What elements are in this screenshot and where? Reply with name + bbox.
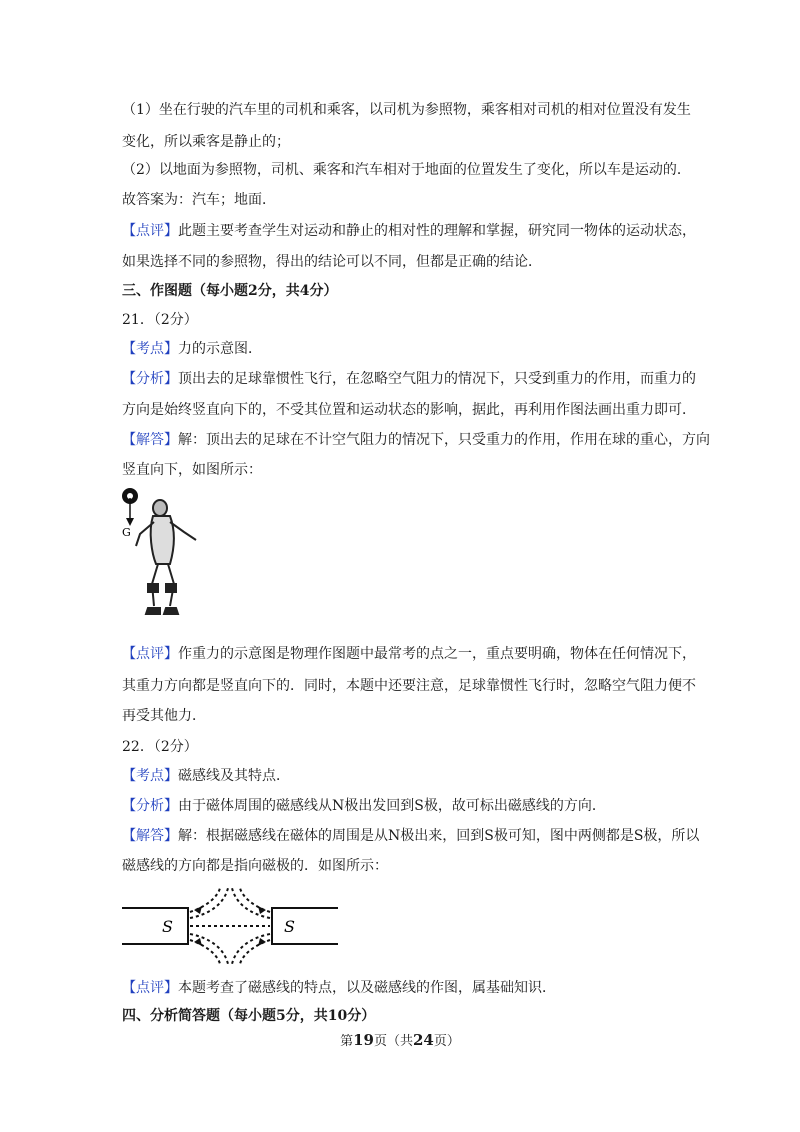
right-magnet-icon [272, 908, 338, 944]
knowledge-point-text: 磁感线及其特点． [178, 768, 290, 784]
comment-line [122, 644, 696, 664]
analysis-tag: 【分析】 [122, 371, 178, 387]
knowledge-point-text: 力的示意图． [178, 341, 262, 357]
field-lines-icon [190, 888, 270, 964]
total-pages: 24 [413, 1031, 434, 1049]
comment-text: 作重力的示意图是物理作图题中最常考的点之一，重点要明确，物体在任何情况下， [178, 646, 696, 662]
magnetic-field-figure [120, 886, 340, 966]
left-magnet-icon [122, 908, 188, 944]
gravity-arrow-head-icon [126, 518, 134, 526]
text-line: 磁感线的方向都是指向磁极的．如图所示： [122, 858, 388, 874]
gravity-label: G [122, 526, 131, 539]
answer-text: 解：顶出去的足球在不计空气阻力的情况下，只受重力的作用，作用在球的重心，方向 [178, 432, 710, 448]
knowledge-point-line [122, 339, 262, 359]
magnet-diagram [120, 886, 340, 966]
comment-tag: 【点评】 [122, 646, 178, 662]
text-line: 竖直向下，如图所示： [122, 462, 262, 478]
question-number: 22．（2分） [122, 739, 198, 755]
analysis-line [122, 796, 606, 816]
knowledge-point-line [122, 766, 290, 786]
comment-text: 本题考查了磁感线的特点，以及磁感线的作图，属基础知识． [178, 980, 556, 996]
section-heading: 四、分析简答题（每小题5分，共10分） [122, 1008, 376, 1024]
text-line: 变化，所以乘客是静止的； [122, 134, 290, 150]
text-line: 其重力方向都是竖直向下的．同时，本题中还要注意，足球靠惯性飞行时，忽略空气阻力便不 [122, 678, 696, 694]
analysis-tag: 【分析】 [122, 798, 178, 814]
footer-prefix: 第 [340, 1034, 354, 1049]
answer-line [122, 430, 710, 450]
gravity-diagram [118, 484, 218, 622]
text-line: 故答案为：汽车；地面． [122, 192, 276, 208]
text-line: 如果选择不同的参照物，得出的结论可以不同，但都是正确的结论． [122, 254, 542, 270]
comment-tag: 【点评】 [122, 980, 178, 996]
question-number: 21．（2分） [122, 312, 198, 328]
page-number: 19 [353, 1031, 374, 1049]
right-pole-label: S [284, 917, 295, 936]
analysis-text: 顶出去的足球靠惯性飞行，在忽略空气阻力的情况下，只受到重力的作用，而重力的 [178, 371, 696, 387]
left-pole-label: S [162, 917, 173, 936]
footer-mid: 页（共 [373, 1034, 413, 1049]
soccer-player-gravity-figure [118, 484, 218, 622]
comment-line [122, 221, 696, 241]
answer-tag: 【解答】 [122, 828, 178, 844]
comment-text: 此题主要考查学生对运动和静止的相对性的理解和掌握，研究同一物体的运动状态， [178, 223, 696, 239]
page-footer [0, 1030, 800, 1049]
text-line: 方向是始终竖直向下的，不受其位置和运动状态的影响，据此，再利用作图法画出重力即可． [122, 402, 696, 418]
comment-line [122, 978, 556, 998]
answer-tag: 【解答】 [122, 432, 178, 448]
text-line: （1）坐在行驶的汽车里的司机和乘客，以司机为参照物，乘客相对司机的相对位置没有发生 [122, 102, 691, 118]
analysis-line [122, 369, 696, 389]
knowledge-point-tag: 【考点】 [122, 341, 178, 357]
answer-text: 解：根据磁感线在磁体的周围是从N极出来，回到S极可知，图中两侧都是S极，所以 [178, 828, 700, 844]
answer-line [122, 826, 699, 846]
player-silhouette-icon [136, 500, 196, 614]
analysis-text: 由于磁体周围的磁感线从N极出发回到S极，故可标出磁感线的方向． [178, 798, 606, 814]
text-line: （2）以地面为参照物，司机、乘客和汽车相对于地面的位置发生了变化，所以车是运动的． [122, 162, 691, 178]
section-heading: 三、作图题（每小题2分，共4分） [122, 283, 338, 299]
footer-suffix: 页） [433, 1034, 460, 1049]
comment-tag: 【点评】 [122, 223, 178, 239]
text-line: 再受其他力． [122, 708, 206, 724]
knowledge-point-tag: 【考点】 [122, 768, 178, 784]
